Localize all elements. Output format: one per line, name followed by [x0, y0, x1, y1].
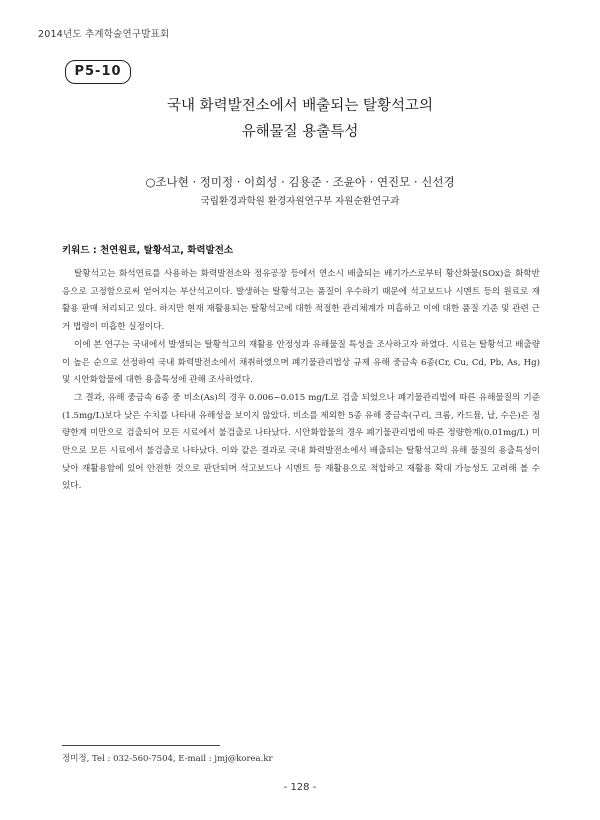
paper-title-line2: 유해물질 용출특성: [241, 124, 359, 140]
affiliation: 국립환경과학원 환경자원연구부 자원순환연구과: [200, 196, 400, 207]
conference-header: 2014년도 추계학술연구발표회: [38, 29, 170, 40]
author-list: ○조나현 · 정미정 · 이희성 · 김용준 · 조윤아 · 연진모 · 신선경: [145, 175, 455, 189]
body-paragraph-3: 그 결과, 유해 중금속 6종 중 비소(As)의 경우 0.006~0.015 mg/L로 검출 되었으나 폐기물관리법에 따른 유해물질의 기준(1.5mg/L)보다 낮은 수치를 나타내 유해성을 보이지 않았다. 비소를 제외한 5종 유해 중금속(구리, 크롬, 카드뮴, 납, 수은)은 정량한계 미만으로 검출되어 모든 시료에서 불검출로 나타났다. 시안화합물의 경우 폐기물관리법에 따른 정량한계(0.01mg/L) 미만으로 모든 시료에서 불검출로 나타났다. 이와 같은 결과로 국내 화력발전소에서 배출되는 탈황석고의 유해 물질의 용출특성이 낮아 재활용함에 있어 안전한 것으로 판단되며 석고보드나 시멘트 등 재활용으로 적합하고 재활용 확대 가능성도 고려해 볼 수 있다.: [62, 392, 540, 492]
footnote-rule: [62, 745, 220, 746]
corresponding-author-footnote: 정미정, Tel : 032-560-7504, E-mail : jmj@korea.kr: [62, 754, 273, 764]
body-paragraph-1: 탈황석고는 화석연료를 사용하는 화력발전소와 정유공장 등에서 연소시 배출되는 배기가스로부터 황산화물(SOx)을 화학반응으로 고정함으로써 얻어지는 부산석고이다. 발생하는 탈황석고는 품질이 우수하기 때문에 석고보드나 시멘트 등의 원료로 재활용 판매 처리되고 있다. 하지만 현재 재활용되는 탈황석고에 대한 적절한 관리체계가 미흡하고 이에 대한 품질 기준 및 관련 근거 법령이 미흡한 실정이다.: [62, 269, 540, 333]
abstract-body: [62, 266, 540, 496]
paper-title-line1: 국내 화력발전소에서 배출되는 탈황석고의: [167, 98, 433, 114]
paper-code-badge: P5-10: [65, 60, 131, 84]
page-number: - 128 -: [283, 782, 317, 793]
keywords: 키워드 : 천연원료, 탈황석고, 화력발전소: [62, 245, 234, 256]
body-paragraph-2: 이에 본 연구는 국내에서 발생되는 탈황석고의 재활용 안정성과 유해물질 특성을 조사하고자 하였다. 시료는 탈황석고 배출량이 높은 순으로 선정하여 국내 화력발전소에서 채취하였으며 폐기물관리법상 규제 유해 중금속 6종(Cr, Cu, Cd, Pb, As, Hg) 및 시안화합물에 대한 용출특성에 관해 조사하였다.: [62, 339, 540, 386]
